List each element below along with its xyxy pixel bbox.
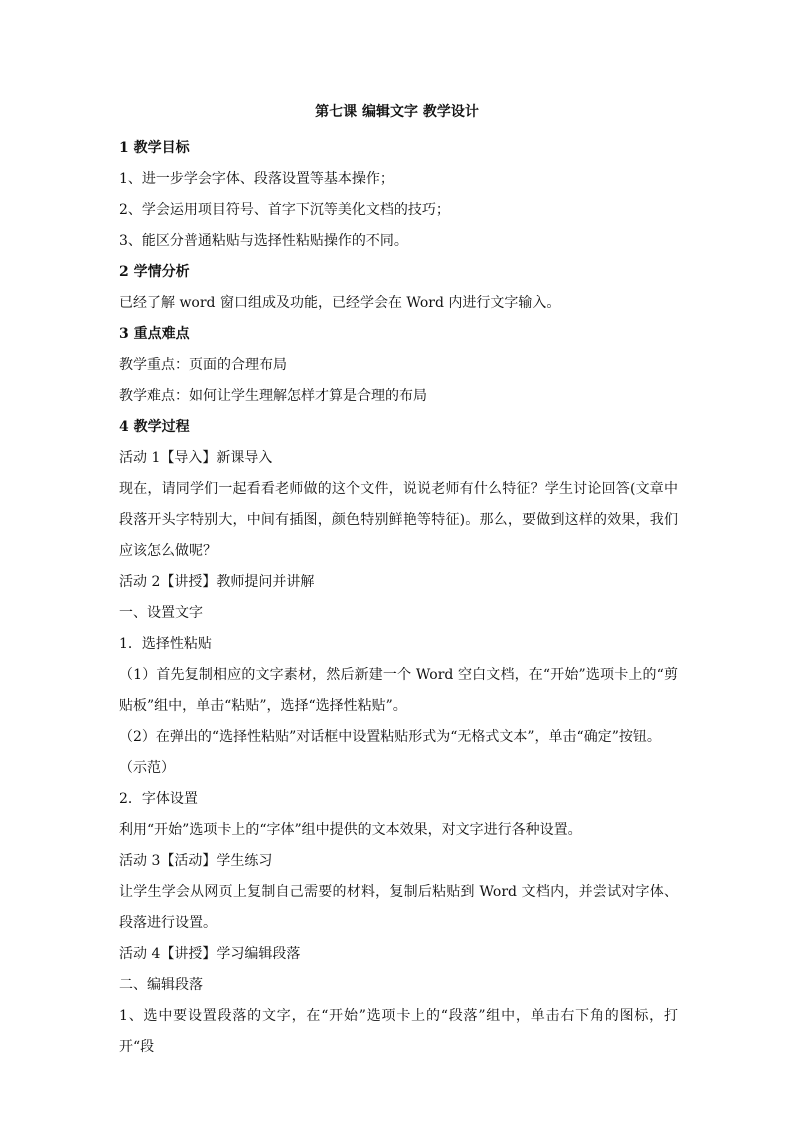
paragraph: （2）在弹出的“选择性粘贴”对话框中设置粘贴形式为“无格式文本”，单击“确定”按钮。 bbox=[119, 729, 661, 745]
paragraph: 让学生学会从网页上复制自己需要的材料，复制后粘贴到 Word 文档内，并尝试对字体、段落进行设置。 bbox=[119, 884, 678, 931]
section-heading-process: 4 教学过程 bbox=[119, 419, 190, 435]
document-body bbox=[119, 133, 678, 1063]
section-heading-key-points: 3 重点难点 bbox=[119, 326, 190, 342]
paragraph: 活动 1【导入】新课导入 bbox=[119, 450, 273, 466]
paragraph: 2．字体设置 bbox=[119, 791, 198, 807]
section-heading-analysis: 2 学情分析 bbox=[119, 264, 190, 280]
paragraph: 1、选中要设置段落的文字，在“开始”选项卡上的“段落”组中，单击右下角的图标，打开“段 bbox=[119, 1008, 678, 1055]
paragraph: （示范） bbox=[119, 760, 175, 776]
paragraph: 1．选择性粘贴 bbox=[119, 636, 212, 652]
paragraph: 3、能区分普通粘贴与选择性粘贴操作的不同。 bbox=[119, 233, 408, 249]
paragraph: 教学难点：如何让学生理解怎样才算是合理的布局 bbox=[119, 388, 427, 404]
paragraph: 利用“开始”选项卡上的“字体”组中提供的文本效果，对文字进行各种设置。 bbox=[119, 822, 582, 838]
paragraph: 教学重点：页面的合理布局 bbox=[119, 357, 287, 373]
paragraph: 2、学会运用项目符号、首字下沉等美化文档的技巧； bbox=[119, 202, 450, 218]
paragraph: （1）首先复制相应的文字素材，然后新建一个 Word 空白文档，在“开始”选项卡上的“剪贴板”组中，单击“粘贴”，选择“选择性粘贴”。 bbox=[119, 667, 678, 714]
paragraph: 活动 2【讲授】教师提问并讲解 bbox=[119, 574, 315, 590]
paragraph: 二、编辑段落 bbox=[119, 977, 203, 993]
paragraph: 现在，请同学们一起看看老师做的这个文件，说说老师有什么特征？学生讨论回答(文章中段落开头字特别大，中间有插图，颜色特别鲜艳等特征)。那么，要做到这样的效果，我们应该怎么做呢？ bbox=[119, 481, 678, 559]
paragraph: 活动 3【活动】学生练习 bbox=[119, 853, 273, 869]
paragraph: 1、进一步学会字体、段落设置等基本操作； bbox=[119, 171, 394, 187]
paragraph: 一、设置文字 bbox=[119, 605, 203, 621]
section-heading-objectives: 1 教学目标 bbox=[119, 140, 190, 156]
document-title: 第七课 编辑文字 教学设计 bbox=[315, 104, 479, 120]
paragraph: 活动 4【讲授】学习编辑段落 bbox=[119, 946, 301, 962]
paragraph: 已经了解 word 窗口组成及功能，已经学会在 Word 内进行文字输入。 bbox=[119, 295, 561, 311]
